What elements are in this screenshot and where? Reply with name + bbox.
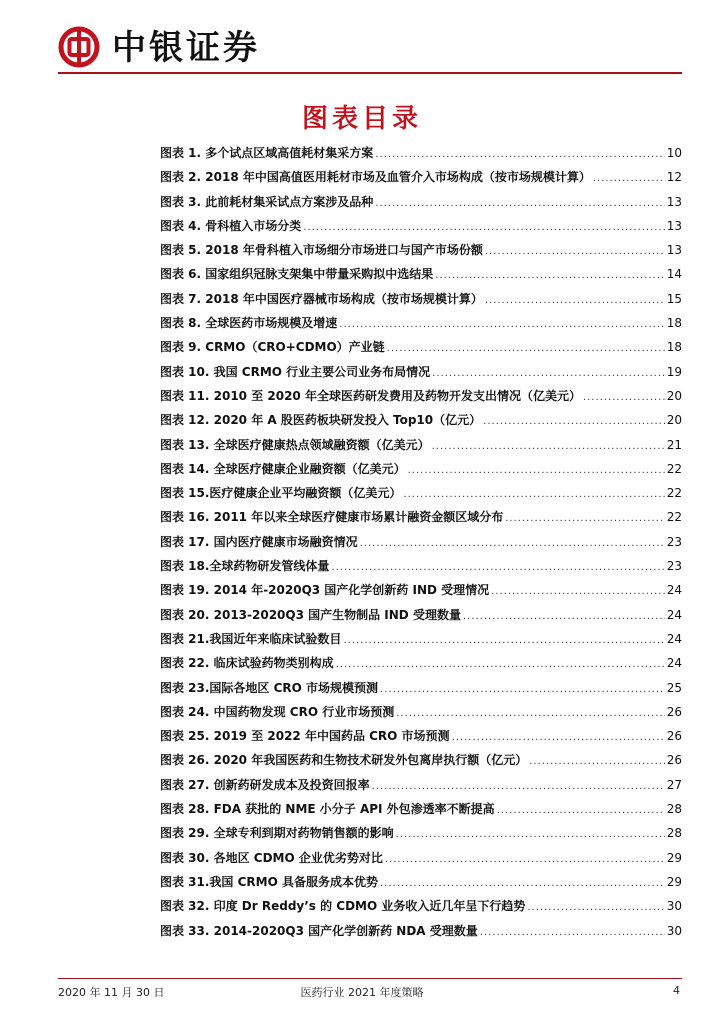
toc-entry-label: 图表 25. 2019 至 2022 年中国药品 CRO 市场预测	[160, 729, 450, 744]
toc-entry-label: 图表 17. 国内医疗健康市场融资情况	[160, 534, 358, 549]
dot-leader	[387, 343, 665, 354]
toc-entry-label: 图表 5. 2018 年骨科植入市场细分市场进口与国产市场份额	[160, 243, 483, 258]
toc-entry[interactable]	[160, 193, 682, 217]
toc-entry-page: 18	[666, 316, 682, 331]
toc-entry-page: 29	[666, 850, 682, 865]
table-of-figures	[160, 144, 682, 946]
toc-entry-label: 图表 12. 2020 年 A 股医药板块研发投入 Top10（亿元）	[160, 413, 482, 428]
toc-entry-label: 图表 4. 骨科植入市场分类	[160, 218, 302, 233]
dot-leader	[303, 222, 664, 233]
dot-leader	[432, 441, 665, 452]
dot-leader	[360, 538, 665, 549]
toc-entry-label: 图表 19. 2014 年-2020Q3 国产化学创新药 IND 受理情况	[160, 583, 490, 598]
dot-leader	[336, 659, 665, 670]
toc-entry-page: 10	[666, 146, 682, 160]
dot-leader	[529, 756, 665, 767]
toc-entry-page: 13	[666, 218, 682, 233]
footer-date: 2020 年 11 月 30 日	[58, 986, 165, 999]
toc-entry-page: 25	[666, 680, 682, 695]
toc-entry-page: 28	[666, 826, 682, 841]
dot-leader	[527, 902, 664, 913]
toc-entry-label: 图表 23.国际各地区 CRO 市场规模预测	[160, 680, 379, 695]
toc-entry-label: 图表 27. 创新药研发成本及投资回报率	[160, 777, 370, 792]
toc-entry[interactable]	[160, 630, 682, 654]
dot-leader	[339, 319, 664, 330]
toc-entry[interactable]	[160, 727, 682, 751]
toc-entry-page: 30	[666, 899, 682, 914]
toc-entry-label: 图表 24. 中国药物发现 CRO 行业市场预测	[160, 704, 395, 719]
header-divider	[58, 72, 682, 74]
toc-entry-label: 图表 8. 全球医药市场规模及增速	[160, 316, 338, 331]
toc-entry-page: 20	[666, 388, 682, 403]
toc-entry-page: 24	[666, 656, 682, 671]
toc-entry-page: 13	[666, 243, 682, 258]
toc-entry-page: 15	[666, 291, 682, 306]
dot-leader	[497, 805, 665, 816]
toc-entry[interactable]	[160, 751, 682, 775]
toc-entry-page: 19	[666, 364, 682, 379]
dot-leader	[380, 684, 665, 695]
toc-entry-page: 21	[666, 437, 682, 452]
toc-entry[interactable]	[160, 338, 682, 362]
toc-entry[interactable]	[160, 168, 682, 192]
toc-entry[interactable]	[160, 363, 682, 387]
toc-entry-page: 18	[666, 340, 682, 355]
toc-entry-label: 图表 32. 印度 Dr Reddy’s 的 CDMO 业务收入近几年呈下行趋势	[160, 899, 526, 914]
dot-leader	[372, 781, 665, 792]
toc-entry[interactable]	[160, 849, 682, 873]
toc-entry-label: 图表 6. 国家组织冠脉支架集中带量采购拟中选结果	[160, 267, 434, 282]
toc-entry[interactable]	[160, 679, 682, 703]
dot-leader	[452, 732, 665, 743]
dot-leader	[375, 198, 664, 209]
toc-entry-page: 28	[666, 802, 682, 817]
toc-entry-page: 22	[666, 461, 682, 476]
toc-entry[interactable]	[160, 581, 682, 605]
toc-entry[interactable]	[160, 484, 682, 508]
toc-entry[interactable]	[160, 436, 682, 460]
footer-page-number: 4	[673, 984, 680, 997]
toc-entry-label: 图表 20. 2013-2020Q3 国产生物制品 IND 受理数量	[160, 607, 461, 622]
toc-entry-label: 图表 7. 2018 年中国医疗器械市场构成（按市场规模计算）	[160, 291, 483, 306]
dot-leader	[403, 489, 664, 500]
dot-leader	[480, 927, 665, 938]
toc-entry[interactable]	[160, 265, 682, 289]
toc-entry-label: 图表 18.全球药物研发管线体量	[160, 559, 330, 574]
toc-entry[interactable]	[160, 411, 682, 435]
toc-entry[interactable]	[160, 654, 682, 678]
toc-entry[interactable]	[160, 897, 682, 921]
toc-entry-label: 图表 26. 2020 年我国医药和生物技术研发外包离岸执行额（亿元）	[160, 753, 528, 768]
toc-entry[interactable]	[160, 241, 682, 265]
toc-entry-page: 26	[666, 753, 682, 768]
dot-leader	[463, 611, 665, 622]
toc-entry-label: 图表 29. 全球专利到期对药物销售额的影响	[160, 826, 394, 841]
dot-leader	[396, 708, 665, 719]
toc-entry[interactable]	[160, 922, 682, 946]
toc-entry[interactable]	[160, 460, 682, 484]
toc-entry-page: 26	[666, 704, 682, 719]
toc-entry[interactable]	[160, 144, 682, 168]
dot-leader	[396, 829, 665, 840]
toc-entry[interactable]	[160, 557, 682, 581]
footer-doc-title: 医药行业 2021 年度策略	[300, 986, 424, 999]
toc-entry[interactable]	[160, 387, 682, 411]
page-title: 图表目录	[301, 104, 422, 134]
toc-entry-label: 图表 22. 临床试验药物类别构成	[160, 656, 334, 671]
bank-of-china-logo-icon	[58, 26, 100, 68]
dot-leader	[343, 635, 664, 646]
toc-entry-page: 24	[666, 607, 682, 622]
toc-entry-label: 图表 33. 2014-2020Q3 国产化学创新药 NDA 受理数量	[160, 923, 478, 938]
toc-entry[interactable]	[160, 824, 682, 848]
toc-entry[interactable]	[160, 533, 682, 557]
toc-entry-label: 图表 11. 2010 至 2020 年全球医药研发费用及药物开发支出情况（亿美元）	[160, 388, 581, 403]
dot-leader	[385, 854, 665, 865]
toc-entry-label: 图表 15.医疗健康企业平均融资额（亿美元）	[160, 486, 402, 501]
toc-entry-page: 23	[666, 559, 682, 574]
toc-entry-label: 图表 2. 2018 年中国高值医用耗材市场及血管介入市场构成（按市场规模计算）	[160, 170, 591, 185]
toc-entry-label: 图表 14. 全球医疗健康企业融资额（亿美元）	[160, 461, 406, 476]
dot-leader	[331, 562, 664, 573]
toc-entry[interactable]	[160, 703, 682, 727]
dot-leader	[593, 173, 665, 184]
toc-entry[interactable]	[160, 217, 682, 241]
toc-entry-page: 12	[666, 170, 682, 185]
toc-entry-label: 图表 13. 全球医疗健康热点领域融资额（亿美元）	[160, 437, 430, 452]
toc-entry-label: 图表 10. 我国 CRMO 行业主要公司业务布局情况	[160, 364, 431, 379]
dot-leader	[583, 392, 665, 403]
dot-leader	[432, 368, 665, 379]
dot-leader	[483, 416, 665, 427]
toc-entry-page: 14	[666, 267, 682, 282]
toc-entry-page: 22	[666, 510, 682, 525]
dot-leader	[435, 270, 664, 281]
toc-entry-page: 20	[666, 413, 682, 428]
toc-entry-page: 29	[666, 874, 682, 889]
toc-entry-page: 27	[666, 777, 682, 792]
toc-entry[interactable]	[160, 776, 682, 800]
toc-entry-page: 24	[666, 631, 682, 646]
toc-entry-label: 图表 9. CRMO（CRO+CDMO）产业链	[160, 340, 385, 355]
toc-entry-page: 22	[666, 486, 682, 501]
footer-divider	[58, 978, 682, 979]
dot-leader	[491, 586, 665, 597]
toc-entry-label: 图表 21.我国近年来临床试验数目	[160, 631, 342, 646]
toc-entry-page: 30	[666, 923, 682, 938]
dot-leader	[375, 149, 664, 160]
dot-leader	[380, 878, 665, 889]
toc-entry[interactable]	[160, 290, 682, 314]
toc-entry-label: 图表 16. 2011 年以来全球医疗健康市场累计融资金额区域分布	[160, 510, 504, 525]
toc-entry-page: 26	[666, 729, 682, 744]
toc-entry-page: 13	[666, 194, 682, 209]
toc-entry-page: 23	[666, 534, 682, 549]
toc-entry-label: 图表 1. 多个试点区域高值耗材集采方案	[160, 146, 374, 160]
toc-entry-label: 图表 28. FDA 获批的 NME 小分子 API 外包渗透率不断提高	[160, 802, 495, 817]
toc-entry[interactable]	[160, 314, 682, 338]
brand-name: 中银证券	[112, 28, 260, 68]
dot-leader	[485, 246, 665, 257]
toc-entry-label: 图表 30. 各地区 CDMO 企业优劣势对比	[160, 850, 383, 865]
toc-entry-label: 图表 3. 此前耗材集采试点方案涉及品种	[160, 194, 374, 209]
toc-entry-page: 24	[666, 583, 682, 598]
toc-entry[interactable]	[160, 606, 682, 630]
toc-entry[interactable]	[160, 800, 682, 824]
toc-entry-label: 图表 31.我国 CRMO 具备服务成本优势	[160, 874, 378, 889]
page-header	[58, 24, 678, 74]
dot-leader	[485, 295, 665, 306]
dot-leader	[505, 513, 665, 524]
toc-entry[interactable]	[160, 873, 682, 897]
dot-leader	[408, 465, 665, 476]
toc-entry[interactable]	[160, 508, 682, 532]
